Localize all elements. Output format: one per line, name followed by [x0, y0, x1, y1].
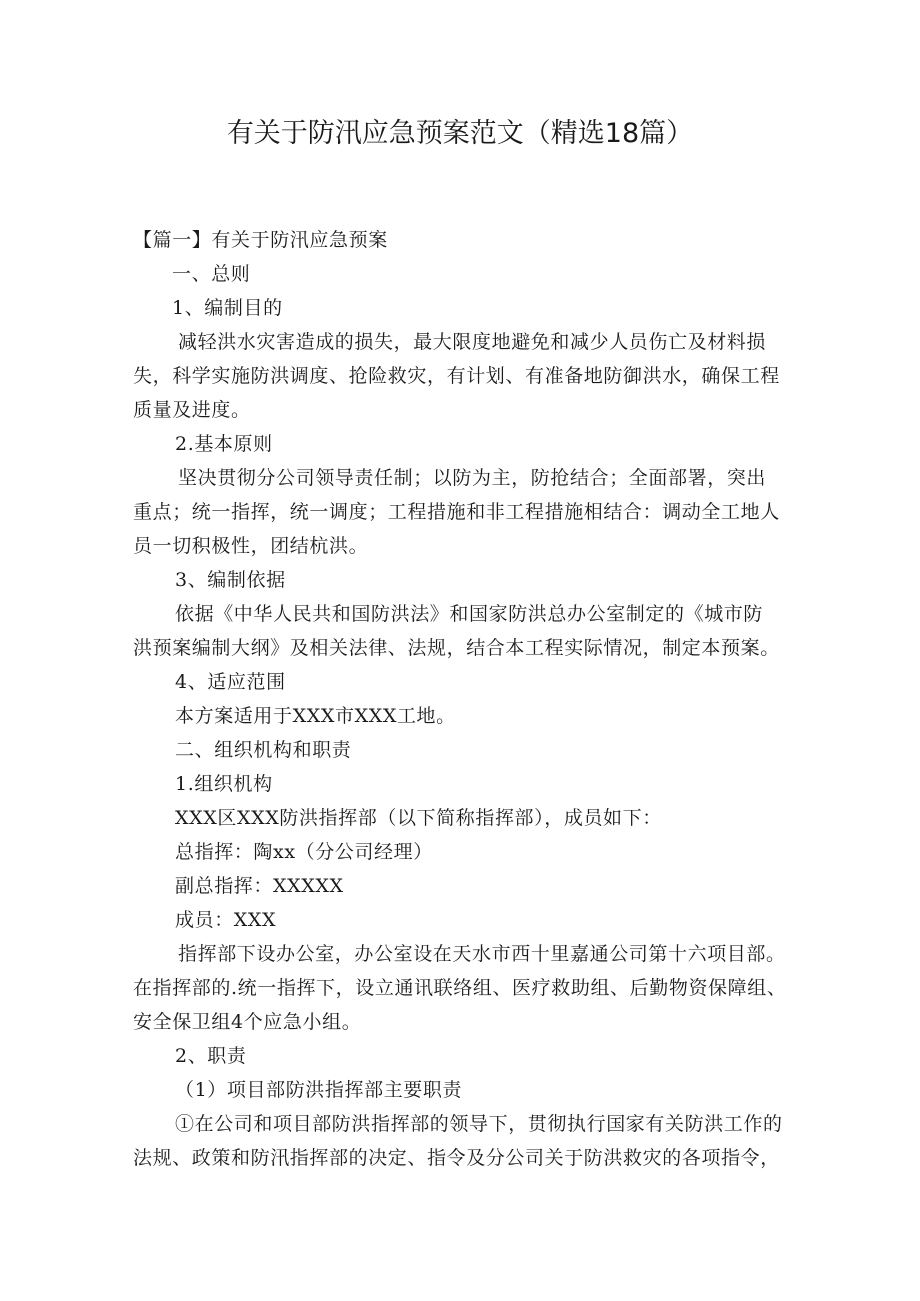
paragraph-line: ①在公司和项目部防洪指挥部的领导下，贯彻执行国家有关防洪工作的	[175, 1113, 783, 1135]
paragraph-line: 减轻洪水灾害造成的损失，最大限度地避免和减少人员伤亡及材料损	[178, 331, 767, 353]
paragraph-line: 重点；统一指挥，统一调度；工程措施和非工程措施相结合：调动全工地人	[133, 501, 780, 523]
paragraph-line: 成员：XXX	[175, 909, 277, 931]
paragraph-line: 失，科学实施防洪调度、抢险救灾，有计划、有准备地防御洪水，确保工程	[133, 365, 780, 387]
paragraph-line: XXX区XXX防洪指挥部（以下简称指挥部），成员如下：	[175, 807, 662, 829]
paragraph-line: 质量及进度。	[133, 399, 251, 421]
paragraph-line: 在指挥部的.统一指挥下，设立通讯联络组、医疗救助组、后勤物资保障组、	[133, 977, 787, 999]
subsection-heading: （1）项目部防洪指挥部主要职责	[175, 1079, 463, 1101]
subsection-heading: 3、编制依据	[175, 569, 286, 591]
paragraph-line: 坚决贯彻分公司领导责任制；以防为主，防抢结合；全面部署，突出	[178, 467, 767, 489]
document-title: 有关于防汛应急预案范文（精选18篇）	[226, 118, 694, 149]
subsection-heading: 1、编制目的	[172, 297, 283, 319]
paragraph-line: 指挥部下设办公室，办公室设在天水市西十里嘉通公司第十六项目部。	[178, 943, 786, 965]
paragraph-line: 依据《中华人民共和国防洪法》和国家防洪总办公室制定的《城市防	[175, 603, 764, 625]
chapter-heading: 一、总则	[172, 263, 251, 285]
paragraph-line: 副总指挥：XXXXX	[175, 875, 344, 897]
subsection-heading: 1.组织机构	[175, 773, 273, 795]
paragraph-line: 员一切积极性，团结杭洪。	[133, 535, 369, 557]
paragraph-line: 本方案适用于XXX市XXX工地。	[175, 705, 456, 727]
paragraph-line: 安全保卫组4个应急小组。	[133, 1011, 362, 1033]
paragraph-line: 总指挥：陶xx（分公司经理）	[175, 841, 433, 863]
section-heading: 【篇一】有关于防汛应急预案	[133, 229, 388, 251]
subsection-heading: 2、职责	[175, 1045, 247, 1067]
subsection-heading: 4、适应范围	[175, 671, 286, 693]
paragraph-line: 洪预案编制大纲》及相关法律、法规，结合本工程实际情况，制定本预案。	[133, 637, 780, 659]
subsection-heading: 2.基本原则	[175, 433, 273, 455]
paragraph-line: 法规、政策和防汛指挥部的决定、指令及分公司关于防洪救灾的各项指令，	[133, 1147, 780, 1169]
chapter-heading: 二、组织机构和职责	[175, 739, 352, 761]
